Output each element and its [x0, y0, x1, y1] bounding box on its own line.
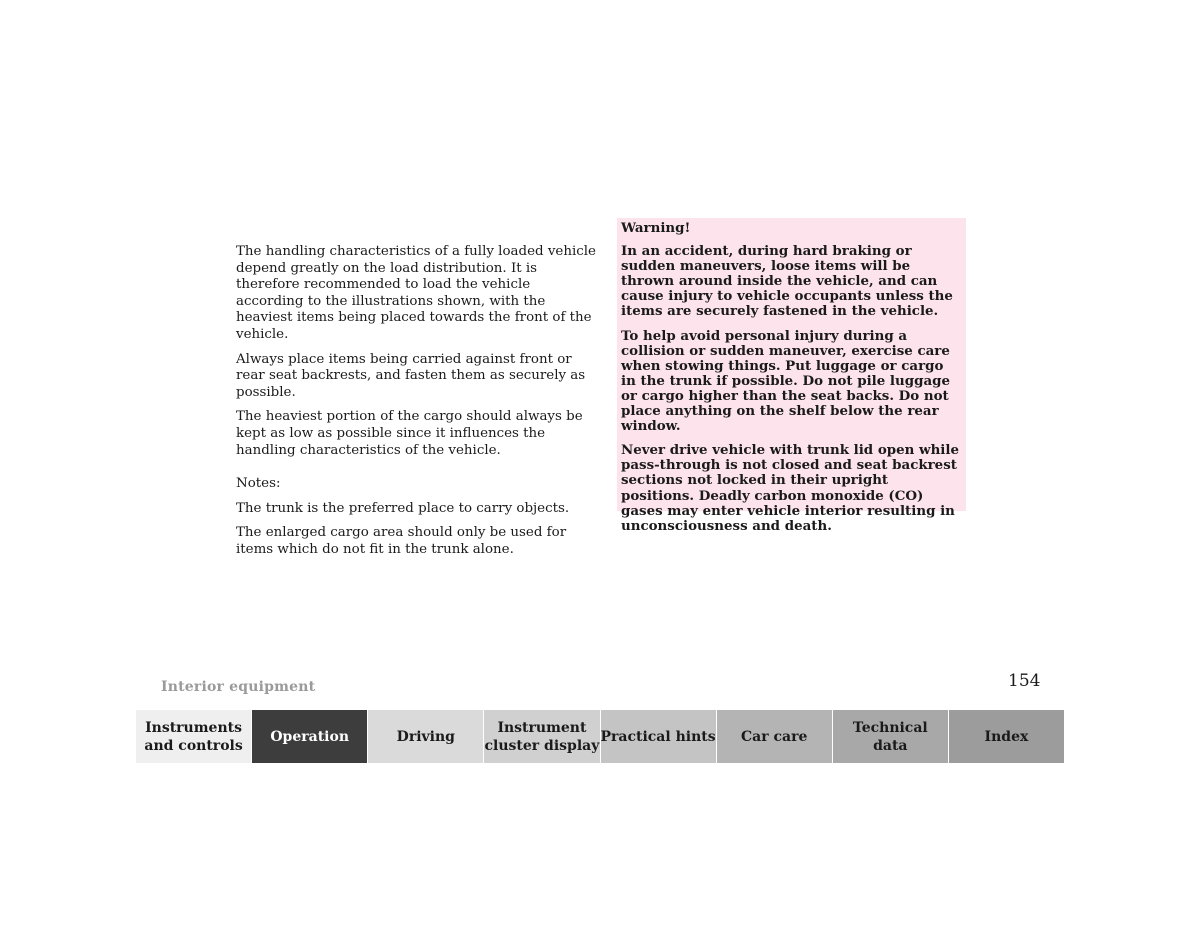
body-text-column	[236, 244, 596, 559]
page-number: 154	[1008, 671, 1041, 691]
tab-driving[interactable]: Driving	[368, 710, 484, 763]
tab-operation[interactable]: Operation	[252, 710, 368, 763]
warning-paragraph-carbon-monoxide: Never drive vehicle with trunk lid open while pass-through is not closed and seat backrest sections not locked in their upright positions. Deadly carbon monoxide (CO) gases may enter vehicle interior resulting in unconsciousness and death.	[621, 442, 960, 534]
notes-heading: Notes:	[236, 476, 281, 492]
tab-instrument-cluster-display[interactable]: Instrument cluster display	[484, 710, 600, 763]
note-trunk: The trunk is the preferred place to carry objects.	[236, 500, 570, 516]
paragraph-load-distribution: The handling characteristics of a fully loaded vehicle depend greatly on the load distribution. It is therefore recommended to load the vehicle according to the illustrations shown, with the heaviest items being placed towards the front of the vehicle.	[236, 244, 596, 342]
paragraph-seat-backrests: Always place items being carried against front or rear seat backrests, and fasten them as securely as possible.	[236, 351, 586, 400]
warning-title: Warning!	[621, 220, 691, 236]
tab-car-care[interactable]: Car care	[717, 710, 833, 763]
section-label: Interior equipment	[161, 679, 316, 695]
tab-practical-hints[interactable]: Practical hints	[601, 710, 717, 763]
tab-technical-data[interactable]: Technical data	[833, 710, 949, 763]
note-enlarged-cargo: The enlarged cargo area should only be used for items which do not fit in the trunk alone.	[236, 525, 567, 557]
warning-paragraph-stowing: To help avoid personal injury during a collision or sudden maneuver, exercise care when stowing things. Put luggage or cargo in the trunk if possible. Do not pile luggage or cargo higher than the seat backs. Do not place anything on the shelf below the rear window.	[621, 327, 951, 435]
chapter-tab-bar	[136, 710, 1064, 763]
paragraph-heaviest-cargo: The heaviest portion of the cargo should always be kept as low as possible since it influences the handling characteristics of the vehicle.	[236, 409, 583, 458]
tab-index[interactable]: Index	[949, 710, 1064, 763]
warning-box	[617, 218, 966, 534]
tab-instruments-and-controls[interactable]: Instruments and controls	[136, 710, 252, 763]
warning-paragraph-accident: In an accident, during hard braking or sudden maneuvers, loose items will be thrown around inside the vehicle, and can cause injury to vehicle occupants unless the items are securely fastened in the vehicle.	[621, 243, 953, 320]
